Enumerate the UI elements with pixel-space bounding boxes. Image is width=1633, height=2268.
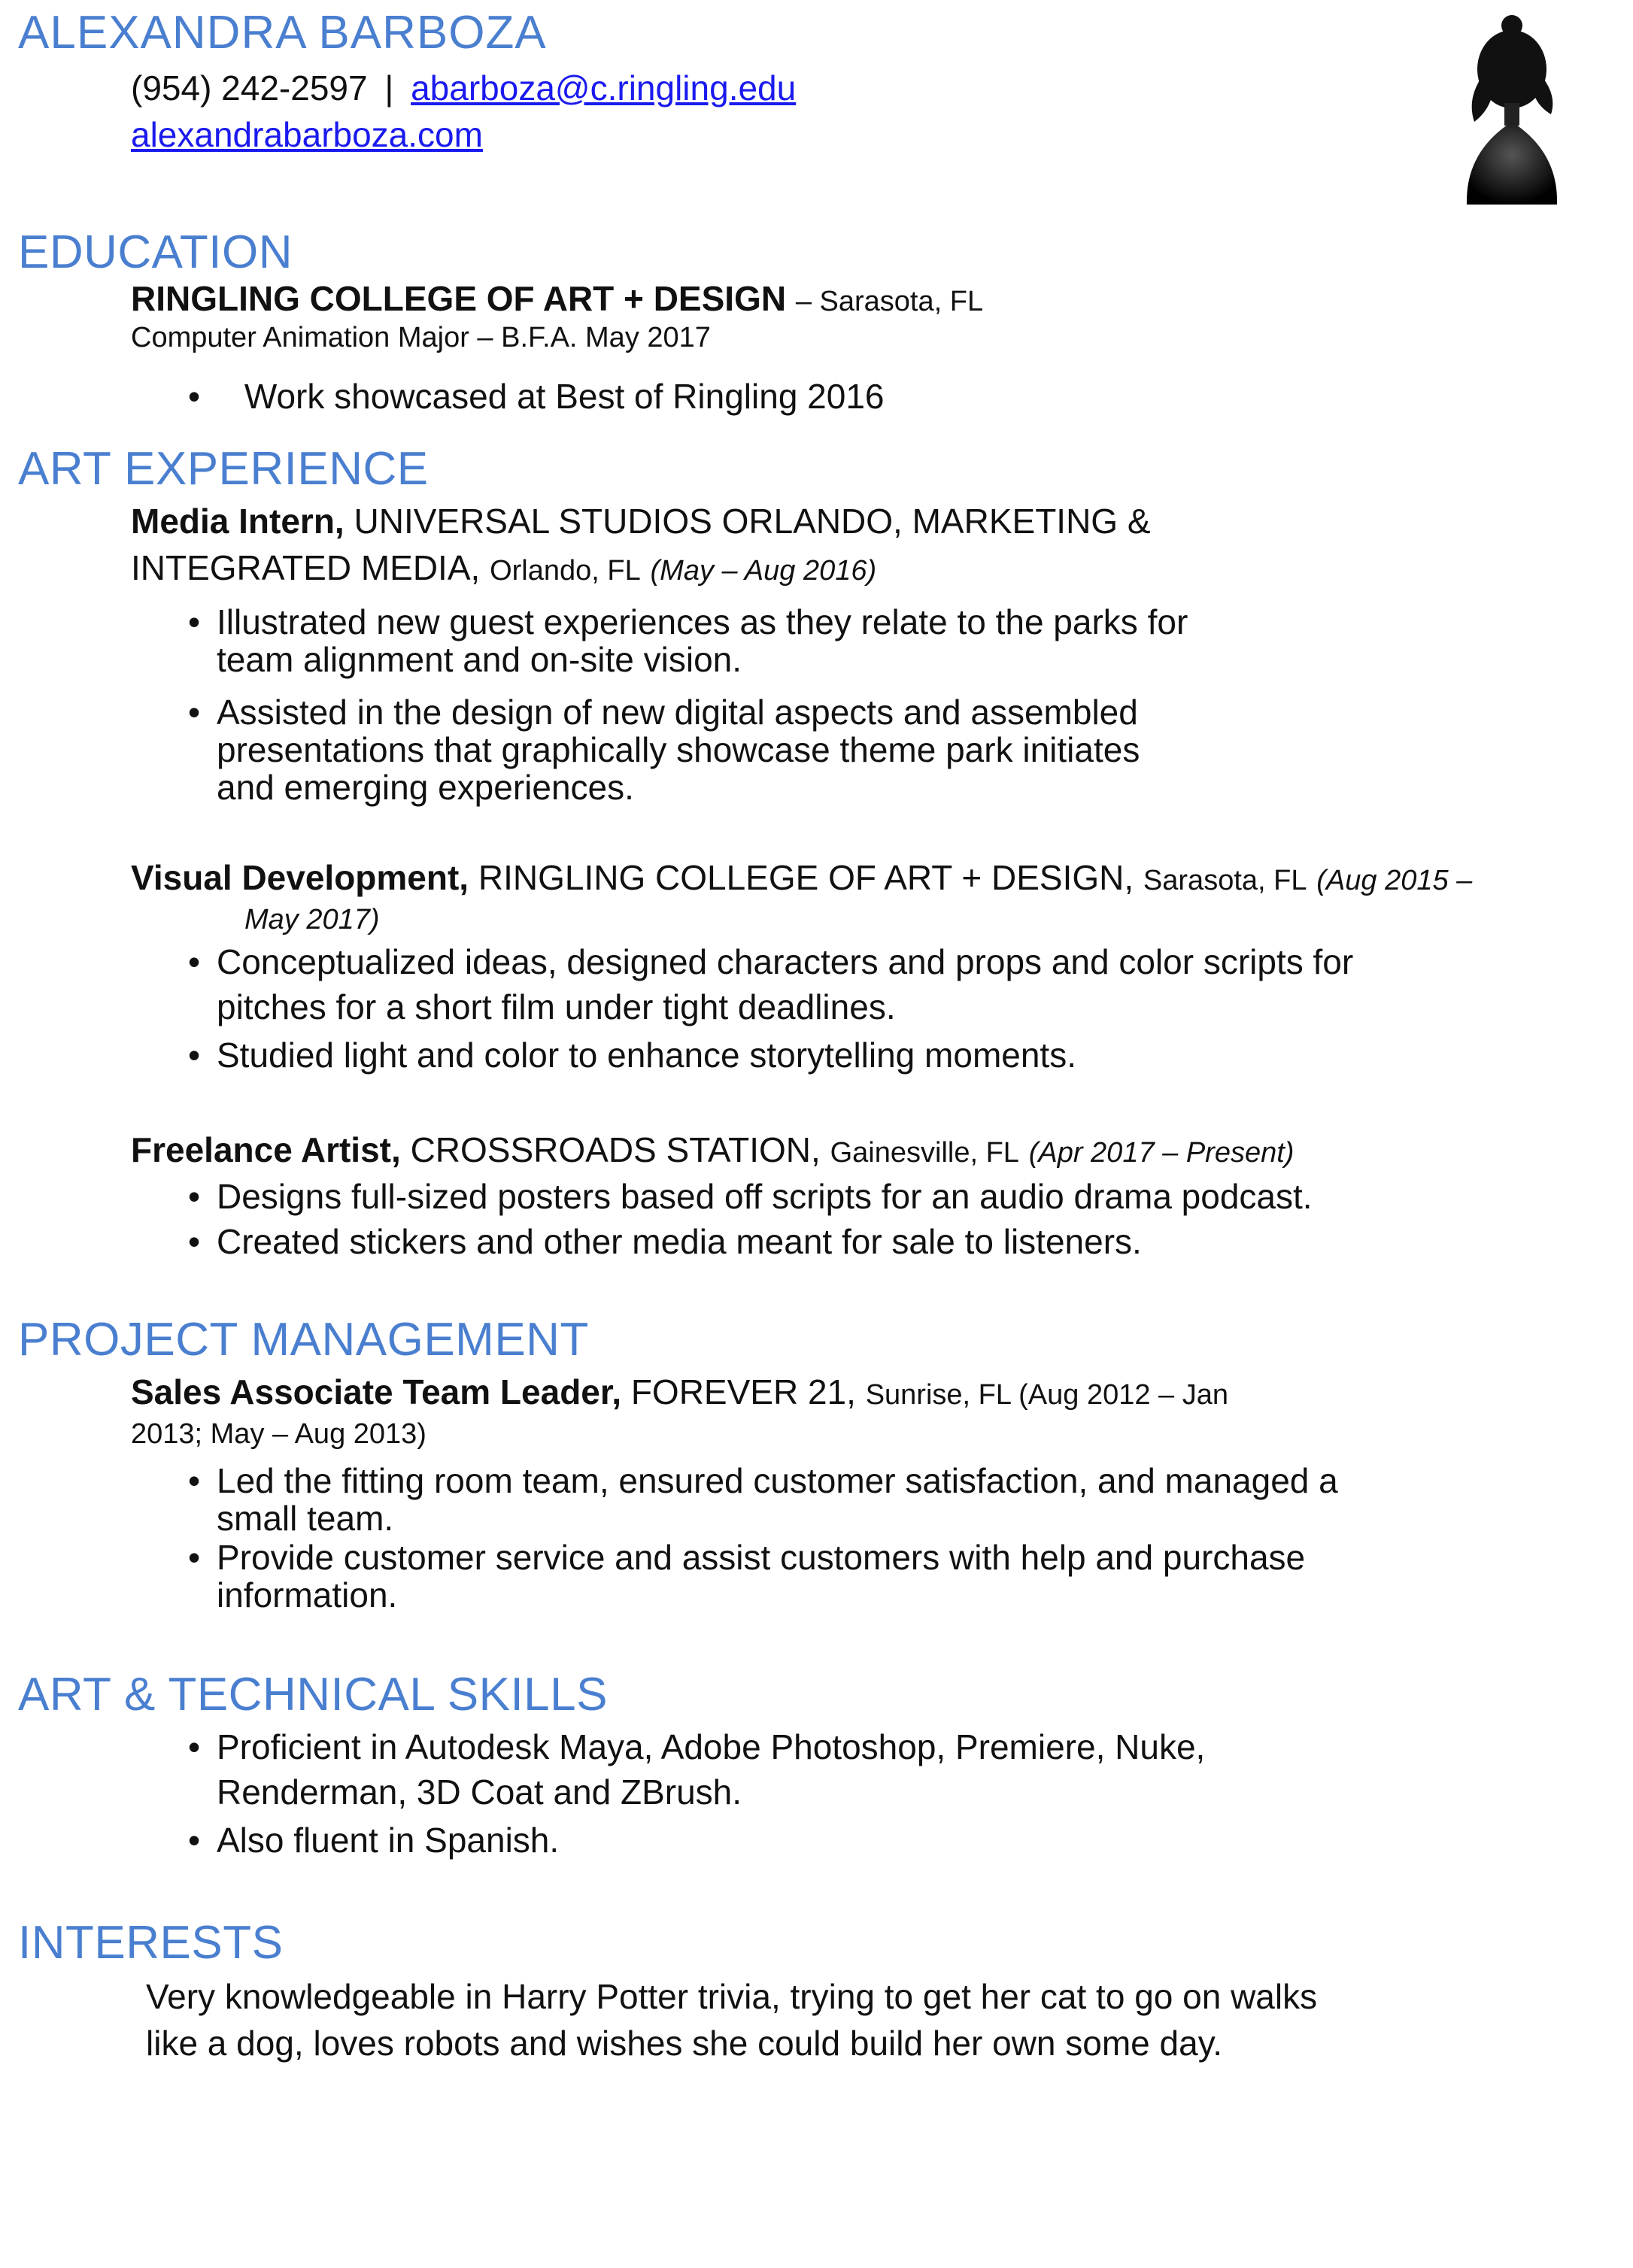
job-title-line [131,1372,1228,1412]
job-org: FOREVER 21, [630,1372,856,1411]
job-dates: (Apr 2017 – Present) [1028,1137,1295,1169]
job-org: CROSSROADS STATION, [410,1130,821,1169]
education-heading: EDUCATION [18,226,293,278]
list-item [188,376,885,417]
bullet-text: Work showcased at Best of Ringling 2016 [244,377,885,416]
bullet-text: Created stickers and other media meant for sale to listeners. [217,1222,1142,1261]
bullet-text: and emerging experiences. [217,768,634,807]
bullet-text: information. [217,1575,398,1615]
bullet-glyph: • [188,602,201,641]
job-org: RINGLING COLLEGE OF ART + DESIGN, [478,858,1134,897]
bullet-glyph: • [188,1461,201,1500]
email-link[interactable]: abarboza@c.ringling.edu [411,68,797,108]
job-title: Visual Development, [131,858,469,897]
phone-number: (954) 242-2597 [131,68,368,108]
job-location: Gainesville, FL [830,1137,1019,1169]
list-item [188,1820,560,1860]
bullet-text: Proficient in Autodesk Maya, Adobe Photoshop, Premiere, Nuke, [217,1727,1206,1766]
bullet-glyph: • [188,942,201,981]
project-management-heading: PROJECT MANAGEMENT [18,1314,589,1366]
list-item [188,941,1354,1026]
bullet-text: Led the fitting room team, ensured customer satisfaction, and managed a [217,1461,1338,1500]
interests-line: like a dog, loves robots and wishes she could build her own some day. [146,2024,1223,2063]
contact-separator: | [384,68,394,108]
skills-heading: ART & TECHNICAL SKILLS [18,1669,609,1721]
list-item [188,692,1140,807]
bullet-text: team alignment and on-site vision. [217,640,742,679]
bullet-text: Renderman, 3D Coat and ZBrush. [217,1772,742,1812]
list-item [188,1460,1338,1538]
job-title-line [131,1129,1294,1170]
degree-line: Computer Animation Major – B.F.A. May 2017 [131,322,711,353]
school-location: – Sarasota, FL [795,286,984,317]
job-dates: (May – Aug 2016) [650,555,877,587]
list-item [188,1035,1076,1075]
silhouette-portrait-icon [1452,9,1572,205]
job-location: Sarasota, FL [1143,865,1307,896]
bullet-glyph: • [188,377,201,416]
job-org-line [131,547,876,588]
interests-heading: INTERESTS [18,1917,284,1969]
website-link[interactable]: alexandrabarboza.com [131,115,483,154]
bullet-text: Conceptualized ideas, designed characters and props and color scripts for [217,942,1354,981]
job-org: UNIVERSAL STUDIOS ORLANDO, MARKETING & [354,502,1151,541]
job-dates: (Aug 2015 – [1316,865,1473,896]
resume-name: ALEXANDRA BARBOZA [18,7,547,59]
bullet-text: Illustrated new guest experiences as they relate to the parks for [217,602,1188,641]
job-title: Sales Associate Team Leader, [131,1372,622,1411]
bullet-text: small team. [217,1499,394,1538]
list-item [188,1176,1313,1217]
education-school-line [131,278,983,319]
bullet-text: Designs full-sized posters based off scripts for an audio drama podcast. [217,1177,1313,1216]
bullet-text: Studied light and color to enhance storytelling moments. [217,1035,1076,1075]
job-title-line [131,857,1472,898]
job-dates: 2013; May – Aug 2013) [131,1418,426,1450]
contact-line [131,68,796,108]
list-item [188,602,1188,679]
interests-line: Very knowledgeable in Harry Potter trivia, trying to get her cat to go on walks [146,1977,1318,2016]
bullet-glyph: • [188,1538,201,1577]
list-item [188,1727,1206,1812]
bullet-glyph: • [188,1222,201,1261]
bullet-text: Also fluent in Spanish. [217,1821,560,1860]
job-org: INTEGRATED MEDIA, [131,548,481,587]
job-title-line [131,501,1151,541]
bullet-glyph: • [188,1821,201,1860]
bullet-text: presentations that graphically showcase theme park initiates [217,730,1140,769]
list-item [188,1221,1142,1262]
job-location: Orlando, FL [490,555,641,587]
bullet-glyph: • [188,693,201,732]
bullet-text: pitches for a short film under tight deadlines. [217,987,896,1026]
job-dates: May 2017) [244,904,380,935]
bullet-text: Provide customer service and assist customers with help and purchase [217,1538,1306,1577]
job-location: Sunrise, FL (Aug 2012 – Jan [865,1379,1229,1411]
list-item [188,1537,1306,1615]
bullet-text: Assisted in the design of new digital aspects and assembled [217,693,1138,732]
bullet-glyph: • [188,1035,201,1075]
bullet-glyph: • [188,1177,201,1216]
school-name: RINGLING COLLEGE OF ART + DESIGN [131,279,787,318]
job-title: Freelance Artist, [131,1130,401,1169]
job-title: Media Intern, [131,502,345,541]
bullet-glyph: • [188,1727,201,1766]
art-experience-heading: ART EXPERIENCE [18,443,429,495]
